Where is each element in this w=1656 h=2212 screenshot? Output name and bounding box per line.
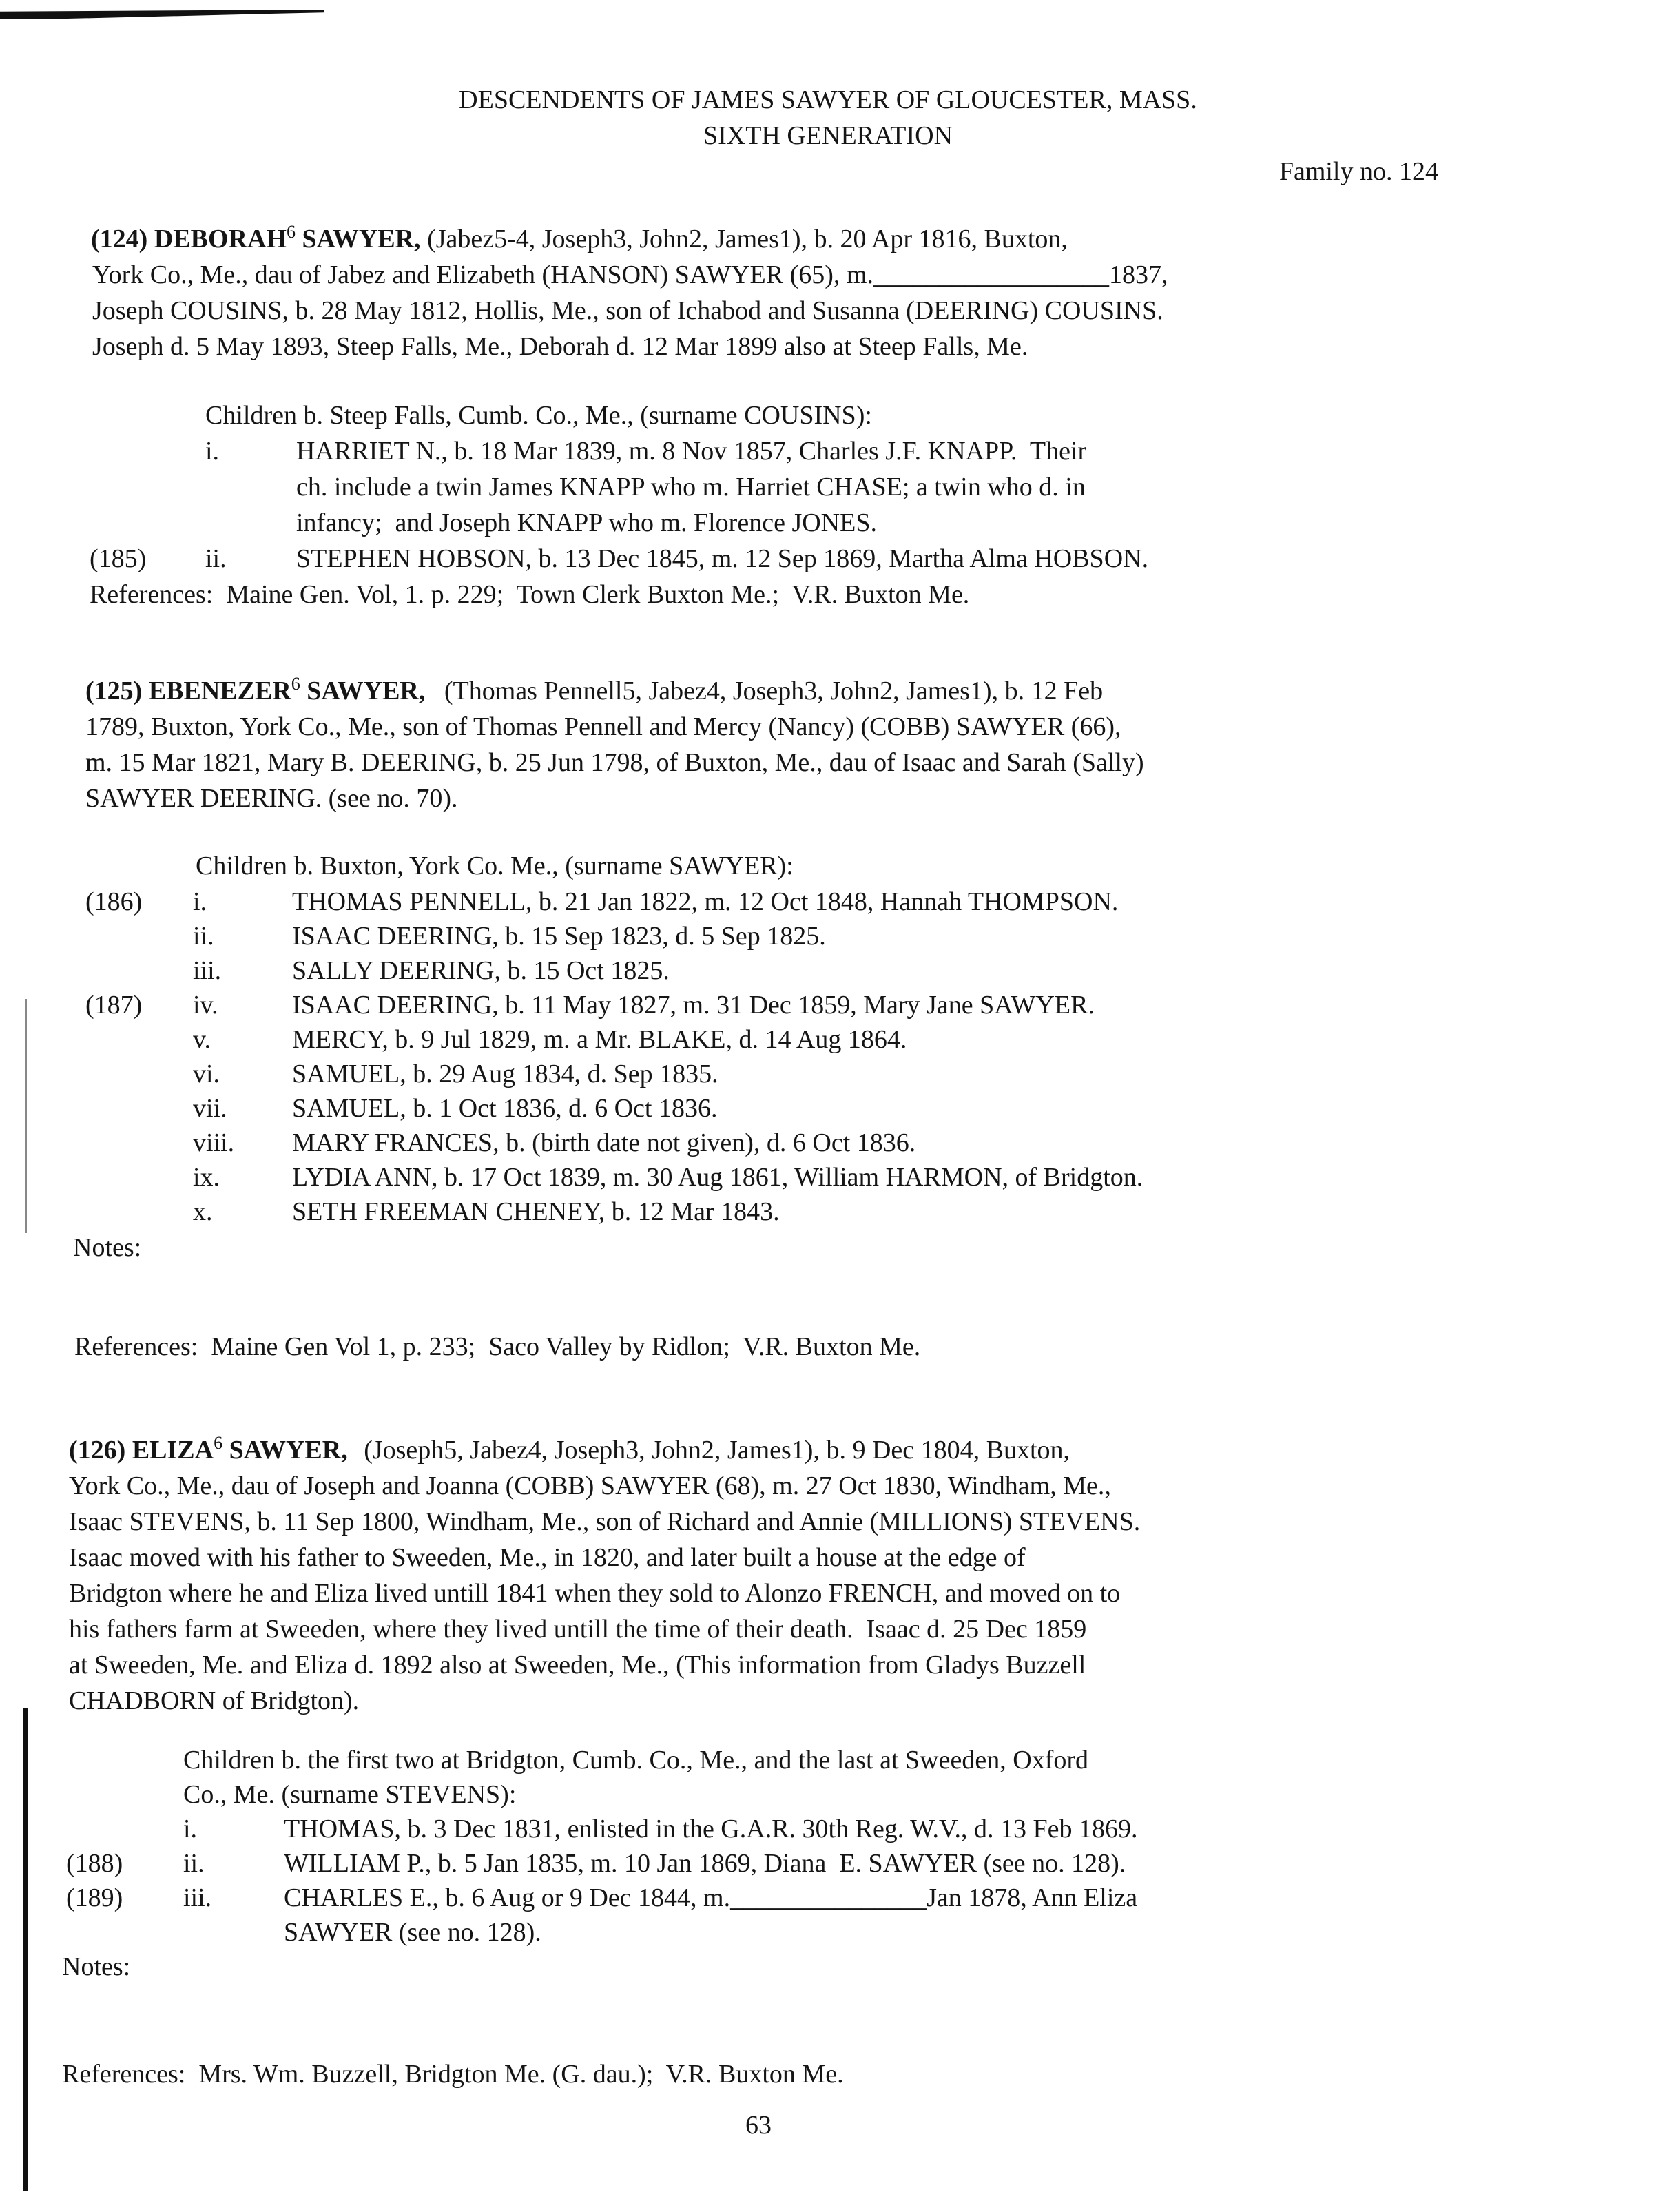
family-number: Family no. 124 <box>1279 157 1438 186</box>
entry-line: SAWYER DEERING. (see no. 70). <box>85 784 458 813</box>
child-number: i. <box>183 1815 198 1843</box>
child-row <box>85 1160 1394 1195</box>
entry-line: (Jabez5-4, Joseph3, John2, James1), b. 20 Apr 1816, Buxton, <box>427 225 1068 254</box>
child-row <box>85 885 1394 920</box>
child-row <box>85 988 1394 1023</box>
entry-name: ELIZA <box>132 1436 214 1465</box>
entry-id: (125) <box>85 676 143 705</box>
child-text-cont: ch. include a twin James KNAPP who m. Harriet CHASE; a twin who d. in <box>296 473 1086 502</box>
generation-sup: 6 <box>286 222 296 242</box>
scan-edge-left <box>23 1708 28 2191</box>
entry-line: York Co., Me., dau of Jabez and Elizabeth (HANSON) SAWYER (65), m.__________________1837, <box>92 260 1168 289</box>
child-row <box>85 1126 1394 1161</box>
entry-line: (Joseph5, Jabez4, Joseph3, John2, James1), b. 9 Dec 1804, Buxton, <box>364 1436 1070 1465</box>
child-text: SAMUEL, b. 29 Aug 1834, d. Sep 1835. <box>292 1060 718 1088</box>
entry-surname: SAWYER, <box>229 1436 348 1465</box>
children-intro: Children b. the first two at Bridgton, Cumb. Co., Me., and the last at Sweeden, Oxford <box>183 1746 1088 1775</box>
child-text-cont: SAWYER (see no. 128). <box>284 1918 541 1947</box>
child-row <box>90 434 1398 469</box>
entry-line: York Co., Me., dau of Joseph and Joanna (COBB) SAWYER (68), m. 27 Oct 1830, Windham, Me., <box>69 1471 1111 1500</box>
child-text: ISAAC DEERING, b. 15 Sep 1823, d. 5 Sep 1825. <box>292 922 826 951</box>
entry-name: DEBORAH <box>154 225 287 254</box>
child-text: CHARLES E., b. 6 Aug or 9 Dec 1844, m._______________Jan 1878, Ann Eliza <box>284 1883 1138 1912</box>
child-row <box>66 1846 1416 1881</box>
child-text: MERCY, b. 9 Jul 1829, m. a Mr. BLAKE, d. 14 Aug 1864. <box>292 1025 907 1054</box>
child-ref: (189) <box>66 1883 123 1912</box>
child-number: ii. <box>183 1849 205 1878</box>
child-number: i. <box>205 437 220 466</box>
child-row <box>85 1195 1394 1230</box>
child-number: ii. <box>193 922 214 951</box>
child-ref: (185) <box>90 544 147 573</box>
child-number: x. <box>193 1197 213 1226</box>
references: References: Mrs. Wm. Buzzell, Bridgton Me. (G. dau.); V.R. Buxton Me. <box>62 2060 844 2089</box>
entry-name: EBENEZER <box>148 676 291 705</box>
scan-mark-top <box>0 10 324 19</box>
entry-id: (124) <box>91 225 148 254</box>
child-ref: (187) <box>85 991 143 1020</box>
children-intro: Co., Me. (surname STEVENS): <box>183 1780 517 1809</box>
children-intro: Children b. Steep Falls, Cumb. Co., Me., (surname COUSINS): <box>205 401 872 430</box>
child-number: vii. <box>193 1094 227 1123</box>
child-text: MARY FRANCES, b. (birth date not given), d. 6 Oct 1836. <box>292 1128 916 1157</box>
child-number: viii. <box>193 1128 235 1157</box>
child-text: WILLIAM P., b. 5 Jan 1835, m. 10 Jan 1869, Diana E. SAWYER (see no. 128). <box>284 1849 1126 1878</box>
generation-sup: 6 <box>291 674 300 694</box>
child-text: THOMAS PENNELL, b. 21 Jan 1822, m. 12 Oct 1848, Hannah THOMPSON. <box>292 887 1119 916</box>
child-number: iv. <box>193 991 218 1020</box>
child-row <box>85 1091 1394 1126</box>
entry-line: Bridgton where he and Eliza lived untill 1841 when they sold to Alonzo FRENCH, and moved on to <box>69 1579 1121 1608</box>
child-text-cont: infancy; and Joseph KNAPP who m. Florence JONES. <box>296 508 877 537</box>
references: References: Maine Gen. Vol, 1. p. 229; Town Clerk Buxton Me.; V.R. Buxton Me. <box>90 580 970 609</box>
child-row <box>85 1057 1394 1092</box>
child-text: ISAAC DEERING, b. 11 May 1827, m. 31 Dec 1859, Mary Jane SAWYER. <box>292 991 1095 1020</box>
child-text: SETH FREEMAN CHENEY, b. 12 Mar 1843. <box>292 1197 780 1226</box>
child-number: ii. <box>205 544 227 573</box>
child-number: ix. <box>193 1163 220 1192</box>
child-number: iii. <box>183 1883 212 1912</box>
notes-label: Notes: <box>73 1233 142 1262</box>
entry-line: at Sweeden, Me. and Eliza d. 1892 also at Sweeden, Me., (This information from Gladys Buzzell <box>69 1651 1086 1679</box>
entry-surname: SAWYER, <box>302 225 421 254</box>
entry-line: (Thomas Pennell5, Jabez4, Joseph3, John2, James1), b. 12 Feb <box>444 676 1104 705</box>
child-row <box>66 1812 1416 1847</box>
page-number: 63 <box>745 2111 772 2140</box>
child-number: iii. <box>193 956 222 985</box>
child-row <box>85 919 1394 954</box>
entry-line: m. 15 Mar 1821, Mary B. DEERING, b. 25 Jun 1798, of Buxton, Me., dau of Isaac and Sarah (Sally) <box>85 748 1144 777</box>
child-text: SALLY DEERING, b. 15 Oct 1825. <box>292 956 670 985</box>
child-number: vi. <box>193 1060 220 1088</box>
child-row <box>85 1022 1394 1057</box>
references: References: Maine Gen Vol 1, p. 233; Saco Valley by Ridlon; V.R. Buxton Me. <box>74 1332 921 1361</box>
child-text: THOMAS, b. 3 Dec 1831, enlisted in the G.A.R. 30th Reg. W.V., d. 13 Feb 1869. <box>284 1815 1138 1843</box>
child-ref: (188) <box>66 1849 123 1878</box>
child-number: i. <box>193 887 207 916</box>
children-intro: Children b. Buxton, York Co. Me., (surname SAWYER): <box>196 851 794 880</box>
child-row <box>66 1881 1416 1916</box>
child-number: v. <box>193 1025 211 1054</box>
child-text: SAMUEL, b. 1 Oct 1836, d. 6 Oct 1836. <box>292 1094 718 1123</box>
child-row <box>90 541 1398 577</box>
scan-edge-left-top <box>25 999 27 1233</box>
generation-sup: 6 <box>214 1433 223 1453</box>
child-ref: (186) <box>85 887 143 916</box>
entry-line: 1789, Buxton, York Co., Me., son of Thomas Pennell and Mercy (Nancy) (COBB) SAWYER (66), <box>85 712 1121 741</box>
entry-surname: SAWYER, <box>307 676 426 705</box>
page-subtitle: SIXTH GENERATION <box>703 121 953 150</box>
entry-line: Joseph d. 5 May 1893, Steep Falls, Me., Deborah d. 12 Mar 1899 also at Steep Falls, Me. <box>92 332 1028 361</box>
entry-line: CHADBORN of Bridgton). <box>69 1686 360 1715</box>
entry-line: Isaac moved with his father to Sweeden, Me., in 1820, and later built a house at the edge of <box>69 1543 1026 1572</box>
notes-label: Notes: <box>62 1952 131 1981</box>
entry-id: (126) <box>69 1436 126 1465</box>
entry-line: Isaac STEVENS, b. 11 Sep 1800, Windham, Me., son of Richard and Annie (MILLIONS) STEVENS. <box>69 1507 1141 1536</box>
child-text: HARRIET N., b. 18 Mar 1839, m. 8 Nov 1857, Charles J.F. KNAPP. Their <box>296 437 1087 466</box>
entry-line: Joseph COUSINS, b. 28 May 1812, Hollis, Me., son of Ichabod and Susanna (DEERING) COUSINS. <box>92 296 1163 325</box>
child-text: STEPHEN HOBSON, b. 13 Dec 1845, m. 12 Sep 1869, Martha Alma HOBSON. <box>296 544 1149 573</box>
entry-line: his fathers farm at Sweeden, where they lived untill the time of their death. Isaac d. 25 Dec 1859 <box>69 1615 1087 1644</box>
child-text: LYDIA ANN, b. 17 Oct 1839, m. 30 Aug 1861, William HARMON, of Bridgton. <box>292 1163 1143 1192</box>
child-row <box>85 953 1394 989</box>
page-title: DESCENDENTS OF JAMES SAWYER OF GLOUCESTER, MASS. <box>459 85 1197 114</box>
